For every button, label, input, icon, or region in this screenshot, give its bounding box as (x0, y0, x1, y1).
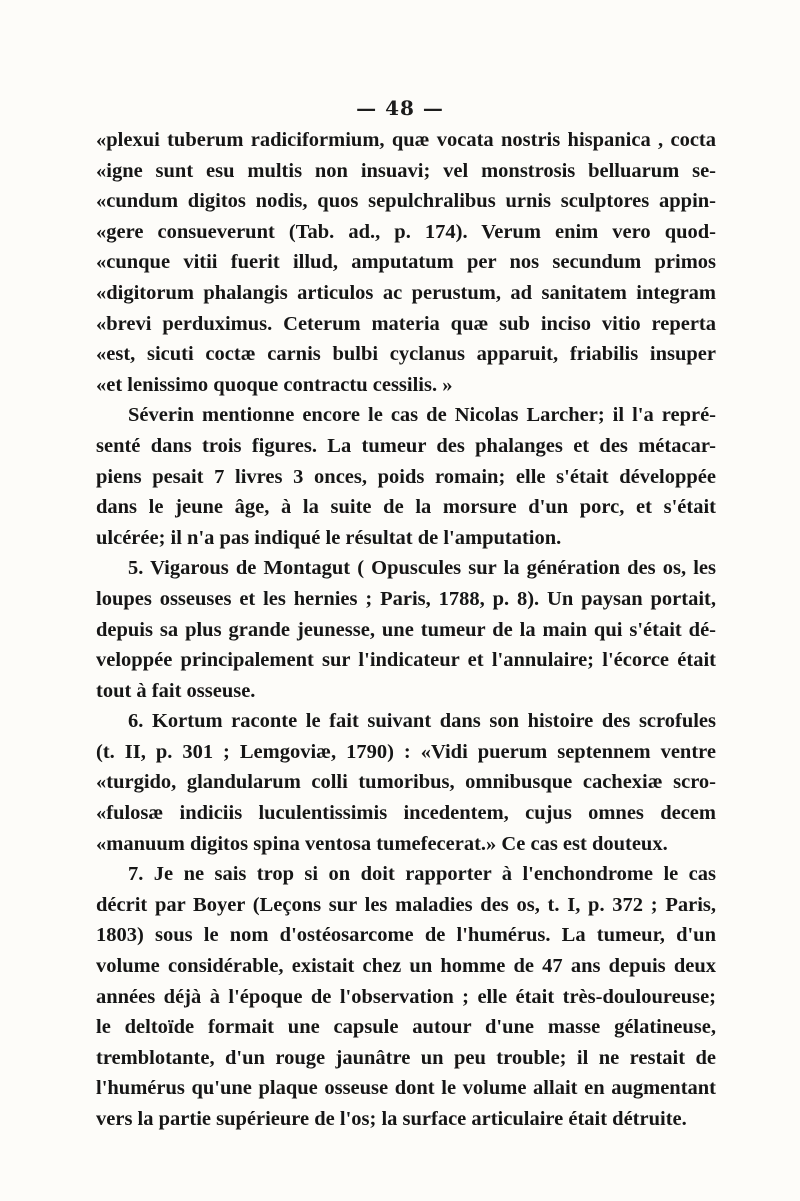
text-line: volume considérable, existait chez un homme de 47 ans depuis deux (96, 955, 716, 978)
text-line: décrit par Boyer (Leçons sur les maladies des os, t. I, p. 372 ; Paris, (96, 893, 716, 916)
text-line: 6. Kortum raconte le fait suivant dans son histoire des scrofules (128, 710, 716, 733)
text-line: dans le jeune âge, à la suite de la morsure d'un porc, et s'était (96, 496, 716, 519)
text-line: piens pesait 7 livres 3 onces, poids romain; elle s'était développée (96, 465, 716, 488)
text-line: tout à fait osseuse. (96, 679, 256, 702)
text-line: «est, sicuti coctæ carnis bulbi cyclanus apparuit, friabilis insuper (96, 343, 716, 366)
page-number: — 48 — (356, 96, 444, 120)
text-line: vers la partie supérieure de l'os; la surface articulaire était détruite. (96, 1108, 687, 1130)
text-line: 5. Vigarous de Montagut ( Opuscules sur la génération des os, les (128, 557, 716, 580)
text-line: le deltoïde formait une capsule autour d'une masse gélatineuse, (96, 1016, 716, 1039)
text-line: (t. II, p. 301 ; Lemgoviæ, 1790) : «Vidi puerum septennem ventre (96, 740, 716, 763)
text-line: «digitorum phalangis articulos ac perustum, ad sanitatem integram (96, 281, 716, 304)
text-line: «cundum digitos nodis, quos sepulchralibus urnis sculptores appin- (96, 190, 716, 213)
text-line: tremblotante, d'un rouge jaunâtre un peu trouble; il ne restait de (96, 1046, 716, 1069)
text-line: «cunque vitii fuerit illud, amputatum per nos secundum primos (96, 251, 716, 274)
text-line: «fulosæ indiciis luculentissimis incedentem, cujus omnes decem (96, 802, 716, 825)
text-line: ulcérée; il n'a pas indiqué le résultat de l'amputation. (96, 526, 562, 549)
text-line: loupes osseuses et les hernies ; Paris, 1788, p. 8). Un paysan portait, (96, 587, 716, 610)
text-line: «plexui tuberum radiciformium, quæ vocata nostris hispanica , cocta (96, 129, 716, 151)
text-line: «et lenissimo quoque contractu cessilis. » (96, 373, 453, 396)
text-line: «igne sunt esu multis non insuavi; vel monstrosis belluarum se- (96, 159, 716, 182)
text-line: 1803) sous le nom d'ostéosarcome de l'humérus. La tumeur, d'un (96, 924, 716, 947)
text-line: «gere consueverunt (Tab. ad., p. 174). Verum enim vero quod- (96, 220, 716, 243)
text-line: «manuum digitos spina ventosa tumefecerat.» Ce cas est douteux. (96, 832, 668, 855)
text-line: veloppée principalement sur l'indicateur et l'annulaire; l'écorce était (96, 649, 716, 672)
text-line: Séverin mentionne encore le cas de Nicolas Larcher; il l'a repré- (128, 404, 716, 427)
text-line: depuis sa plus grande jeunesse, une tumeur de la main qui s'était dé- (96, 618, 716, 641)
body-text (96, 125, 716, 1135)
text-line: senté dans trois figures. La tumeur des phalanges et des métacar- (96, 434, 716, 457)
text-line: l'humérus qu'une plaque osseuse dont le volume allait en augmentant (96, 1077, 716, 1100)
text-line: 7. Je ne sais trop si on doit rapporter à l'enchondrome le cas (128, 863, 716, 886)
text-line: «turgido, glandularum colli tumoribus, omnibusque cachexiæ scro- (96, 771, 716, 794)
text-line: années déjà à l'époque de l'observation ; elle était très-douloureuse; (96, 985, 716, 1008)
text-line: «brevi perduximus. Ceterum materia quæ sub inciso vitio reperta (96, 312, 716, 335)
